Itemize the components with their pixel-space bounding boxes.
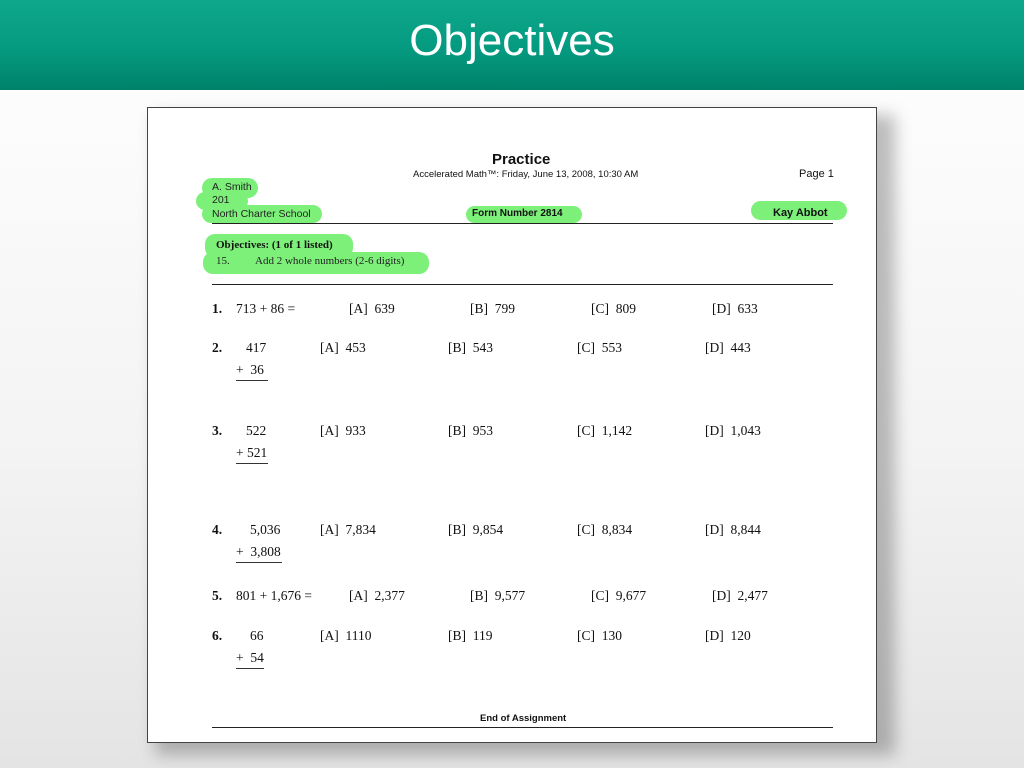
choice-d[interactable]: [D] 120	[705, 628, 751, 643]
choice-a[interactable]: [A] 2,377	[349, 588, 405, 603]
footer-rule	[212, 727, 833, 728]
choice-b[interactable]: [B] 119	[448, 628, 493, 643]
choice-a[interactable]: [A] 1110	[320, 628, 372, 643]
choice-a[interactable]: [A] 639	[349, 301, 395, 316]
sum-line	[236, 668, 264, 669]
title-banner	[0, 0, 1024, 90]
choice-c[interactable]: [C] 9,677	[591, 588, 647, 603]
choice-c[interactable]: [C] 8,834	[577, 522, 633, 537]
question-number: 6.	[212, 628, 223, 643]
teacher-name: Kay Abbot	[773, 207, 828, 219]
choice-b[interactable]: [B] 799	[470, 301, 515, 316]
addend-top: 5,036	[250, 522, 281, 537]
addend-bottom: + 54	[236, 650, 264, 665]
form-number: Form Number 2814	[472, 208, 563, 219]
choice-a[interactable]: [A] 7,834	[320, 522, 376, 537]
choice-c[interactable]: [C] 809	[591, 301, 636, 316]
choice-d[interactable]: [D] 633	[712, 301, 758, 316]
slide-title: Objectives	[409, 16, 615, 65]
school-name: North Charter School	[212, 208, 311, 220]
addend-bottom: + 521	[236, 445, 268, 460]
practice-document	[147, 107, 877, 743]
class-number: 201	[212, 194, 230, 206]
addend-top: 66	[250, 628, 264, 643]
choice-c[interactable]: [C] 553	[577, 340, 622, 355]
objectives-header: Objectives: (1 of 1 listed)	[216, 239, 333, 251]
addend-top: 522	[246, 423, 267, 438]
sum-line	[236, 562, 282, 563]
objectives-rule	[212, 284, 833, 285]
page-number: Page 1	[799, 168, 834, 180]
header-rule	[212, 223, 833, 224]
choice-a[interactable]: [A] 933	[320, 423, 366, 438]
choice-c[interactable]: [C] 130	[577, 628, 622, 643]
addend-bottom: + 3,808	[236, 544, 281, 559]
choice-a[interactable]: [A] 453	[320, 340, 366, 355]
document-subtitle: Accelerated Math™: Friday, June 13, 2008, 10:30 AM	[413, 169, 639, 180]
question-number: 5.	[212, 588, 223, 603]
choice-b[interactable]: [B] 9,854	[448, 522, 504, 537]
question-expression: 801 + 1,676 =	[236, 588, 312, 603]
end-of-assignment: End of Assignment	[480, 713, 567, 724]
objective-text: Add 2 whole numbers (2-6 digits)	[255, 255, 405, 267]
addend-top: 417	[246, 340, 267, 355]
choice-c[interactable]: [C] 1,142	[577, 423, 633, 438]
choice-b[interactable]: [B] 9,577	[470, 588, 526, 603]
question-number: 2.	[212, 340, 223, 355]
sum-line	[236, 380, 268, 381]
question-number: 3.	[212, 423, 223, 438]
choice-d[interactable]: [D] 1,043	[705, 423, 761, 438]
choice-b[interactable]: [B] 953	[448, 423, 493, 438]
sum-line	[236, 463, 268, 464]
student-name: A. Smith	[212, 181, 252, 193]
choice-d[interactable]: [D] 8,844	[705, 522, 761, 537]
objective-number: 15.	[216, 255, 230, 267]
question-expression: 713 + 86 =	[236, 301, 296, 316]
choice-d[interactable]: [D] 443	[705, 340, 751, 355]
question-number: 4.	[212, 522, 223, 537]
choice-b[interactable]: [B] 543	[448, 340, 493, 355]
document-title: Practice	[492, 151, 551, 168]
addend-bottom: + 36	[236, 362, 264, 377]
choice-d[interactable]: [D] 2,477	[712, 588, 768, 603]
question-number: 1.	[212, 301, 223, 316]
